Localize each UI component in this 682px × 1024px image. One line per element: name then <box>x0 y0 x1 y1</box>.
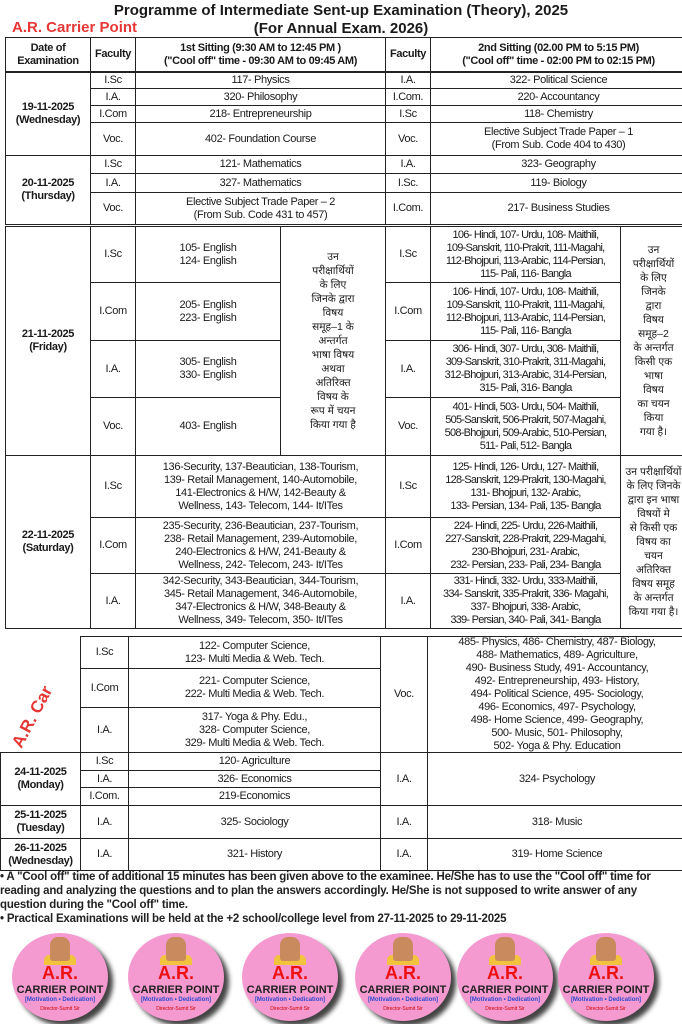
faculty-cell: I.Sc <box>385 105 431 123</box>
subject-cell: 125- Hindi, 126- Urdu, 127- Maithili, 128-Sanskrit, 129-Prakrit, 130-Magahi, 131- Bhojpuri, 132- Arabic, 133- Persian, 134- Pali, 135- Bangla <box>430 455 621 518</box>
subject-cell: 485- Physics, 486- Chemistry, 487- Biology, 488- Mathematics, 489- Agriculture, 490- Business Study, 491- Accountancy, 492- Entrepreneurship, 493- History, 494- Political Science, 495- Sociology, 496- Economics, 497- Psychology, 498- Home Science, 499- Geography, 500- Music, 501- Philosophy, 502- Yoga & Phy. Education <box>427 636 682 753</box>
faculty-cell: I.Com. <box>80 787 129 806</box>
carrier-point-logo <box>457 933 553 1021</box>
subject-cell: 306- Hindi, 307- Urdu, 308- Maithili, 309-Sanskrit, 310-Prakrit, 311-Magahi, 312-Bhojpuri, 313-Arabic, 314-Persian, 315- Pali, 316- Bangla <box>430 340 621 398</box>
faculty-cell: I.Sc <box>385 226 431 283</box>
faculty-cell: I.A. <box>80 770 129 788</box>
logo-text: Director-Sumit Sir <box>40 1006 80 1012</box>
faculty-cell: I.A. <box>90 573 136 629</box>
hindi-note-additional: उन परीक्षार्थियों के लिए जिनके द्वारा इन भाषा विषयों मे से किसी एक विषय का चयन अतिरिक्त विषय समूह के अन्तर्गत किया गया है। <box>620 455 682 629</box>
faculty-cell: I.Sc <box>385 455 431 518</box>
subject-cell: 331- Hindi, 332- Urdu, 333-Maithili, 334- Sanskrit, 335-Prakrit, 336- Magahi, 337- Bhojpuri, 338- Arabic, 339- Persian, 340- Pali, 341- Bangla <box>430 573 621 629</box>
faculty-cell: Voc. <box>90 192 136 225</box>
subject-cell: 120- Agriculture <box>128 752 381 771</box>
subject-cell: 319- Home Science <box>427 838 682 871</box>
subject-cell: 325- Sociology <box>128 805 381 839</box>
carrier-point-logo <box>355 933 451 1021</box>
subject-cell: 224- Hindi, 225- Urdu, 226-Maithili, 227-Sanskrit, 228-Prakrit, 229-Magahi, 230-Bhojpuri, 231- Arabic, 232- Persian, 233- Pali, 234- Bangla <box>430 517 621 574</box>
logo-text: A.R. <box>385 963 421 983</box>
faculty-cell: I.Sc <box>90 455 136 518</box>
faculty-cell: I.Sc <box>80 752 129 771</box>
subject-cell: 117- Physics <box>135 72 386 89</box>
faculty-cell: I.Com <box>90 282 136 341</box>
subject-cell: Elective Subject Trade Paper – 1 (From Sub. Code 404 to 430) <box>430 122 682 156</box>
faculty-cell: I.Com <box>385 282 431 341</box>
logo-figure <box>495 937 515 961</box>
faculty-cell: I.A. <box>385 155 431 174</box>
subject-cell: 322- Political Science <box>430 72 682 89</box>
subject-cell: 326- Economics <box>128 770 381 788</box>
hindi-note-group-2: उन परीक्षार्थियों के लिए जिनके द्वारा विषय समूह–2 के अन्तर्गत किसी एक भाषा विषय का चयन किया गया है। <box>620 226 682 456</box>
watermark: A.R. Carrier Point <box>12 19 138 36</box>
subject-cell: 218- Entrepreneurship <box>135 105 386 123</box>
faculty-cell: Voc. <box>90 122 136 156</box>
logo-text: Director-Sumit Sir <box>156 1006 196 1012</box>
logo-text: [Motivation • Dedication] <box>24 997 96 1003</box>
subject-cell: 317- Yoga & Phy. Edu., 328- Computer Science, 329- Multi Media & Web. Tech. <box>128 707 381 753</box>
logo-text: A.R. <box>42 963 78 983</box>
faculty-cell: I.A. <box>80 707 129 753</box>
faculty-cell: I.Sc <box>90 155 136 174</box>
header-sitting-2: 2nd Sitting (02.00 PM to 5:15 PM) ("Cool off" time - 02:00 PM to 02:15 PM) <box>430 37 682 72</box>
faculty-cell: I.Com <box>90 105 136 123</box>
page-title: Programme of Intermediate Sent-up Examination (Theory), 2025 <box>113 2 569 19</box>
subject-cell: 217- Business Studies <box>430 192 682 225</box>
exam-date: 25-11-2025 (Tuesday) <box>0 805 81 839</box>
header-sitting-1: 1st Sitting (9:30 AM to 12:45 PM ) ("Cool off" time - 09:30 AM to 09:45 AM) <box>135 37 386 72</box>
logo-text: A.R. <box>487 963 523 983</box>
subject-cell: 305- English 330- English <box>135 340 281 398</box>
exam-date: 22-11-2025 (Saturday) <box>5 455 91 629</box>
exam-date: 26-11-2025 (Wednesday) <box>0 838 81 871</box>
logo-text: [Motivation • Dedication] <box>570 997 642 1003</box>
exam-date: 24-11-2025 (Monday) <box>0 752 81 806</box>
logo-text: Director-Sumit Sir <box>485 1006 525 1012</box>
logo-text: [Motivation • Dedication] <box>367 997 439 1003</box>
note-cool-off: • A "Cool off" time of additional 15 minutes has been given above to the examinee. He/She has to use the "Cool off" time for reading and analyzing the questions and to plan the answers accordingly. He/She is not supposed to write answer of any question during the "Cool off" time. <box>0 871 651 911</box>
subject-cell: 235-Security, 236-Beautician, 237-Tourism, 238- Retail Management, 239-Automobile, 240-Electronics & H/W, 241-Beauty & Wellness, 242- Telecom, 243- It/ITes <box>135 517 386 574</box>
carrier-point-logo <box>12 933 108 1021</box>
faculty-cell: I.Com <box>90 517 136 574</box>
subject-cell: 324- Psychology <box>427 752 682 806</box>
logo-text: CARRIER POINT <box>16 984 104 996</box>
subject-cell: 221- Computer Science, 222- Multi Media & Web. Tech. <box>128 668 381 708</box>
subject-cell: 118- Chemistry <box>430 105 682 123</box>
logo-text: A.R. <box>588 963 624 983</box>
logo-text: CARRIER POINT <box>562 984 650 996</box>
logo-figure <box>393 937 413 961</box>
notes <box>0 870 682 926</box>
faculty-cell: I.Sc <box>80 636 129 669</box>
logo-text: [Motivation • Dedication] <box>140 997 212 1003</box>
subject-cell: Elective Subject Trade Paper – 2 (From Sub. Code 431 to 457) <box>135 192 386 225</box>
exam-date: 21-11-2025 (Friday) <box>5 226 91 456</box>
logo-figure <box>596 937 616 961</box>
header-faculty-2: Faculty <box>385 37 431 72</box>
watermark-lower: A.R. Car <box>8 682 57 751</box>
logo-text: Director-Sumit Sir <box>586 1006 626 1012</box>
faculty-cell: Voc. <box>90 397 136 456</box>
page-subtitle: (For Annual Exam. 2026) <box>253 20 429 37</box>
subject-cell: 402- Foundation Course <box>135 122 386 156</box>
faculty-cell: I.Com. <box>385 88 431 106</box>
logo-text: CARRIER POINT <box>246 984 334 996</box>
faculty-cell: I.A. <box>90 340 136 398</box>
faculty-cell: I.A. <box>90 88 136 106</box>
carrier-point-logo <box>558 933 654 1021</box>
faculty-cell: Voc. <box>380 636 428 753</box>
logo-figure <box>280 937 300 961</box>
carrier-point-logo <box>128 933 224 1021</box>
faculty-cell: I.A. <box>385 573 431 629</box>
header-faculty-1: Faculty <box>90 37 136 72</box>
logo-text: [Motivation • Dedication] <box>469 997 541 1003</box>
exam-date: 20-11-2025 (Thursday) <box>5 155 91 225</box>
faculty-cell: I.Sc <box>90 72 136 89</box>
subject-cell: 205- English 223- English <box>135 282 281 341</box>
exam-date: 19-11-2025 (Wednesday) <box>5 72 91 156</box>
subject-cell: 320- Philosophy <box>135 88 386 106</box>
subject-cell: 321- History <box>128 838 381 871</box>
logo-text: A.R. <box>272 963 308 983</box>
subject-cell: 220- Accountancy <box>430 88 682 106</box>
faculty-cell: Voc. <box>385 397 431 456</box>
header-date: Date of Examination <box>5 37 91 72</box>
faculty-cell: I.A. <box>385 72 431 89</box>
hindi-note-group-1: उन परीक्षार्थियों के लिए जिनके द्वारा विषय समूह–1 के अन्तर्गत भाषा विषय अथवा अतिरिक्त विषय के रूप में चयन किया गया है <box>280 226 386 456</box>
subject-cell: 342-Security, 343-Beautician, 344-Tourism, 345- Retail Management, 346-Automobile, 347-Electronics & H/W, 348-Beauty & Wellness, 349- Telecom, 350- It/ITes <box>135 573 386 629</box>
faculty-cell: I.A. <box>380 838 428 871</box>
logo-text: CARRIER POINT <box>461 984 549 996</box>
faculty-cell: I.Com. <box>385 192 431 225</box>
logo-text: [Motivation • Dedication] <box>254 997 326 1003</box>
faculty-cell: I.A. <box>385 340 431 398</box>
faculty-cell: I.A. <box>80 838 129 871</box>
subject-cell: 327- Mathematics <box>135 173 386 193</box>
subject-cell: 318- Music <box>427 805 682 839</box>
logo-text: CARRIER POINT <box>359 984 447 996</box>
subject-cell: 136-Security, 137-Beautician, 138-Tourism, 139- Retail Management, 140-Automobile, 141-Electronics & H/W, 142-Beauty & Wellness, 143- Telecom, 144- It/ITes <box>135 455 386 518</box>
logo-figure <box>50 937 70 961</box>
faculty-cell: I.A. <box>380 805 428 839</box>
faculty-cell: I.Sc <box>90 226 136 283</box>
faculty-cell: I.A. <box>380 752 428 806</box>
faculty-cell: Voc. <box>385 122 431 156</box>
logo-text: Director-Sumit Sir <box>270 1006 310 1012</box>
subject-cell: 323- Geography <box>430 155 682 174</box>
subject-cell: 121- Mathematics <box>135 155 386 174</box>
subject-cell: 106- Hindi, 107- Urdu, 108- Maithili, 109-Sanskrit, 110-Prakrit, 111-Magahi, 112-Bhojpuri, 113-Arabic, 114-Persian, 115- Pali, 116- Bangla <box>430 282 621 341</box>
logo-figure <box>166 937 186 961</box>
logo-text: A.R. <box>158 963 194 983</box>
carrier-point-logo <box>242 933 338 1021</box>
subject-cell: 401- Hindi, 503- Urdu, 504- Maithili, 505-Sanskrit, 506-Prakrit, 507-Magahi, 508-Bhojpuri, 509-Arabic, 510-Persian, 511- Pali, 512- Bangla <box>430 397 621 456</box>
faculty-cell: I.A. <box>90 173 136 193</box>
note-practical: • Practical Examinations will be held at the +2 school/college level from 27-11-2025 to 29-11-2025 <box>0 913 507 925</box>
subject-cell: 122- Computer Science, 123- Multi Media & Web. Tech. <box>128 636 381 669</box>
subject-cell: 105- English 124- English <box>135 226 281 283</box>
logo-text: Director-Sumit Sir <box>383 1006 423 1012</box>
logo-text: CARRIER POINT <box>132 984 220 996</box>
faculty-cell: I.Sc. <box>385 173 431 193</box>
faculty-cell: I.A. <box>80 805 129 839</box>
faculty-cell: I.Com <box>80 668 129 708</box>
subject-cell: 403- English <box>135 397 281 456</box>
faculty-cell: I.Com <box>385 517 431 574</box>
subject-cell: 119- Biology <box>430 173 682 193</box>
subject-cell: 106- Hindi, 107- Urdu, 108- Maithili, 109-Sanskrit, 110-Prakrit, 111-Magahi, 112-Bhojpuri, 113-Arabic, 114-Persian, 115- Pali, 116- Bangla <box>430 226 621 283</box>
subject-cell: 219-Economics <box>128 787 381 806</box>
